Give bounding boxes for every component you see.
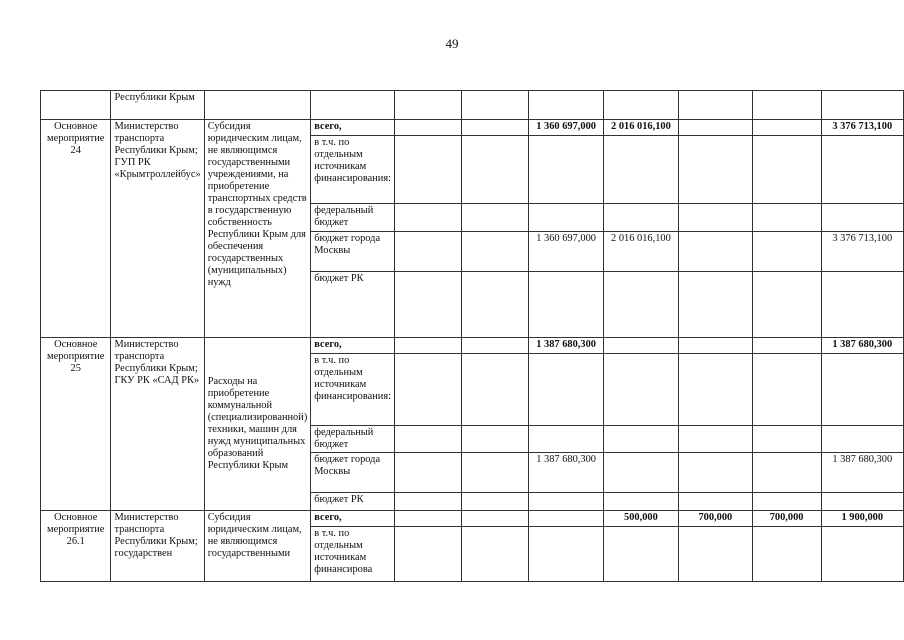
amount-cell <box>461 493 529 511</box>
amount-cell <box>461 453 529 493</box>
amount-cell <box>461 272 529 338</box>
amount-cell <box>529 426 603 453</box>
responsible-cell: Республики Крым <box>111 91 204 120</box>
amount-cell <box>679 232 753 272</box>
amount-cell <box>821 527 903 582</box>
amount-cell: 1 387 680,300 <box>529 338 603 354</box>
amount-cell: 1 387 680,300 <box>821 453 903 493</box>
amount-cell <box>395 493 462 511</box>
amount-cell <box>821 204 903 232</box>
funding-source: бюджет города Москвы <box>311 232 395 272</box>
amount-cell <box>461 204 529 232</box>
funding-source: федеральный бюджет <box>311 204 395 232</box>
amount-cell: 2 016 016,100 <box>603 232 678 272</box>
amount-cell <box>529 136 603 204</box>
amount-cell <box>679 426 753 453</box>
amount-cell <box>821 493 903 511</box>
event-description: Расходы на приобретение коммунальной (специализированной) техники, машин для нужд муниципальных образований Республики Крым <box>204 338 311 511</box>
funding-source: в т.ч. по отдельным источникам финансирова <box>311 527 395 582</box>
amount-cell <box>461 426 529 453</box>
amount-cell <box>395 426 462 453</box>
funding-source: бюджет РК <box>311 272 395 338</box>
funding-source: всего, <box>311 120 395 136</box>
event-cell <box>41 91 111 120</box>
amount-cell: 2 016 016,100 <box>603 120 678 136</box>
amount-cell: 500,000 <box>603 511 678 527</box>
amount-cell <box>821 136 903 204</box>
amount-cell <box>461 354 529 426</box>
amount-cell <box>603 204 678 232</box>
amount-cell: 1 360 697,000 <box>529 120 603 136</box>
table-row-continuation <box>41 91 904 120</box>
amount-cell <box>395 354 462 426</box>
amount-cell <box>603 426 678 453</box>
table-row <box>41 120 904 136</box>
amount-cell <box>752 426 821 453</box>
amount-cell <box>679 272 753 338</box>
funding-source: всего, <box>311 511 395 527</box>
amount-cell <box>679 338 753 354</box>
amount-cell <box>679 453 753 493</box>
amount-cell: 1 387 680,300 <box>529 453 603 493</box>
funding-source: бюджет города Москвы <box>311 453 395 493</box>
description-cell <box>204 91 311 120</box>
amount-cell <box>752 120 821 136</box>
amount-cell: 3 376 713,100 <box>821 120 903 136</box>
amount-cell <box>461 527 529 582</box>
amount-cell <box>752 204 821 232</box>
amount-cell <box>395 204 462 232</box>
amount-cell <box>395 120 462 136</box>
amount-cell <box>603 136 678 204</box>
page-number: 49 <box>445 36 459 51</box>
amount-cell <box>529 204 603 232</box>
funding-source: в т.ч. по отдельным источникам финансирования: <box>311 136 395 204</box>
amount-cell <box>679 204 753 232</box>
funding-source: бюджет РК <box>311 493 395 511</box>
amount-cell <box>821 272 903 338</box>
amount-cell <box>395 527 462 582</box>
amount-cell <box>529 354 603 426</box>
event-name: Основное мероприятие 26.1 <box>41 511 111 582</box>
amount-cell: 3 376 713,100 <box>821 232 903 272</box>
event-description: Субсидия юридическим лицам, не являющимся государственными <box>204 511 311 582</box>
table-row <box>41 338 904 354</box>
amount-cell <box>603 453 678 493</box>
amount-cell <box>461 338 529 354</box>
amount-cell <box>603 527 678 582</box>
funding-source: федеральный бюджет <box>311 426 395 453</box>
amount-cell <box>461 232 529 272</box>
budget-table <box>40 90 904 582</box>
amount-cell <box>752 338 821 354</box>
amount-cell <box>603 338 678 354</box>
responsible-executor: Министерство транспорта Республики Крым; ГУП РК «Крымтроллейбус» <box>111 120 204 338</box>
amount-cell <box>395 272 462 338</box>
amount-cell <box>529 511 603 527</box>
amount-cell: 1 900,000 <box>821 511 903 527</box>
amount-cell: 700,000 <box>679 511 753 527</box>
amount-cell <box>752 232 821 272</box>
table-row <box>41 511 904 527</box>
amount-cell <box>603 272 678 338</box>
amount-cell <box>461 120 529 136</box>
amount-cell <box>752 136 821 204</box>
source-cell <box>311 91 395 120</box>
amount-cell <box>752 453 821 493</box>
amount-cell <box>529 272 603 338</box>
amount-cell <box>603 354 678 426</box>
amount-cell <box>395 511 462 527</box>
amount-cell <box>395 453 462 493</box>
amount-cell <box>679 527 753 582</box>
funding-source: в т.ч. по отдельным источникам финансирования: <box>311 354 395 426</box>
funding-source: всего, <box>311 338 395 354</box>
amount-cell <box>752 354 821 426</box>
amount-cell <box>752 272 821 338</box>
amount-cell <box>679 136 753 204</box>
event-description: Субсидия юридическим лицам, не являющимся государственными учреждениями, на приобретение транспортных средств в государственную собственность Республики Крым для обеспечения государственных (муниципальных) нужд <box>204 120 311 338</box>
amount-cell <box>679 120 753 136</box>
amount-cell: 1 360 697,000 <box>529 232 603 272</box>
amount-cell <box>603 493 678 511</box>
amount-cell <box>461 136 529 204</box>
amount-cell <box>752 493 821 511</box>
amount-cell <box>395 338 462 354</box>
amount-cell <box>752 527 821 582</box>
amount-cell <box>679 354 753 426</box>
amount-cell: 700,000 <box>752 511 821 527</box>
event-name: Основное мероприятие 25 <box>41 338 111 511</box>
event-name: Основное мероприятие 24 <box>41 120 111 338</box>
amount-cell <box>395 232 462 272</box>
amount-cell <box>461 511 529 527</box>
amount-cell <box>529 527 603 582</box>
amount-cell <box>679 493 753 511</box>
amount-cell: 1 387 680,300 <box>821 338 903 354</box>
amount-cell <box>821 354 903 426</box>
amount-cell <box>529 493 603 511</box>
responsible-executor: Министерство транспорта Республики Крым; ГКУ РК «САД РК» <box>111 338 204 511</box>
responsible-executor: Министерство транспорта Республики Крым; государствен <box>111 511 204 582</box>
amount-cell <box>395 136 462 204</box>
amount-cell <box>821 426 903 453</box>
